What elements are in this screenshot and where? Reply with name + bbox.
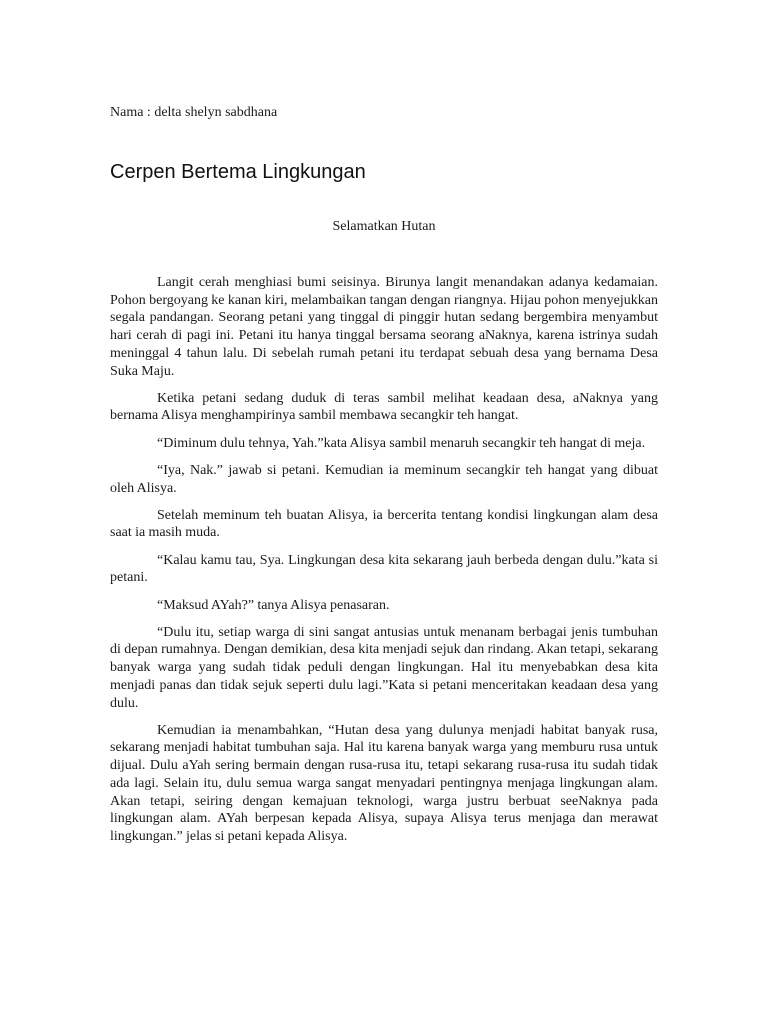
paragraph: Setelah meminum teh buatan Alisya, ia bercerita tentang kondisi lingkungan alam desa saat ia masih muda. (110, 507, 658, 541)
document-title: Cerpen Bertema Lingkungan (110, 161, 366, 183)
paragraph: “Dulu itu, setiap warga di sini sangat antusias untuk menanam berbagai jenis tumbuhan di depan rumahnya. Dengan demikian, desa kita menjadi sejuk dan rindang. Akan tetapi, sekarang banyak warga yang sudah tidak peduli dengan lingkungan. Hal itu menyebabkan desa kita menjadi panas dan tidak sejuk seperti dulu lagi.”Kata si petani menceritakan keadaan desa yang dulu. (110, 624, 658, 711)
story-subtitle: Selamatkan Hutan (332, 219, 436, 234)
paragraph: Langit cerah menghiasi bumi seisinya. Birunya langit menandakan adanya kedamaian. Pohon bergoyang ke kanan kiri, melambaikan tangan dengan riangnya. Hijau pohon menyejukkan segala pandangan. Seorang petani yang tinggal di pinggir hutan sedang bergembira menyambut hari cerah di pagi ini. Petani itu hanya tinggal bersama seorang aNaknya, karena istrinya sudah meninggal 4 tahun lalu. Di sebelah rumah petani itu terdapat sebuah desa yang bernama Desa Suka Maju. (110, 275, 658, 379)
paragraph: “Iya, Nak.” jawab si petani. Kemudian ia meminum secangkir teh hangat yang dibuat oleh Alisya. (110, 462, 658, 496)
paragraph: “Kalau kamu tau, Sya. Lingkungan desa kita sekarang jauh berbeda dengan dulu.”kata si petani. (110, 552, 658, 586)
story-body (110, 274, 658, 855)
paragraph: Kemudian ia menambahkan, “Hutan desa yang dulunya menjadi habitat banyak rusa, sekarang menjadi habitat tumbuhan saja. Hal itu karena banyak warga yang memburu rusa untuk dijual. Dulu aYah sering bermain dengan rusa-rusa itu, tetapi sekarang rusa-rusa itu sudah tidak ada lagi. Selain itu, dulu semua warga sangat menyadari pentingnya menjaga lingkungan alam. Akan tetapi, seiring dengan kemajuan teknologi, warga justru berbuat seeNaknya pada lingkungan alam. AYah berpesan kepada Alisya, supaya Alisya terus menjaga dan merawat lingkungan.” jelas si petani kepada Alisya. (110, 722, 658, 844)
paragraph: Ketika petani sedang duduk di teras sambil melihat keadaan desa, aNaknya yang bernama Alisya menghampirinya sambil membawa secangkir teh hangat. (110, 390, 658, 424)
author-line: Nama : delta shelyn sabdhana (110, 105, 278, 120)
paragraph: “Diminum dulu tehnya, Yah.”kata Alisya sambil menaruh secangkir teh hangat di meja. (157, 435, 646, 451)
paragraph: “Maksud AYah?” tanya Alisya penasaran. (157, 597, 390, 613)
